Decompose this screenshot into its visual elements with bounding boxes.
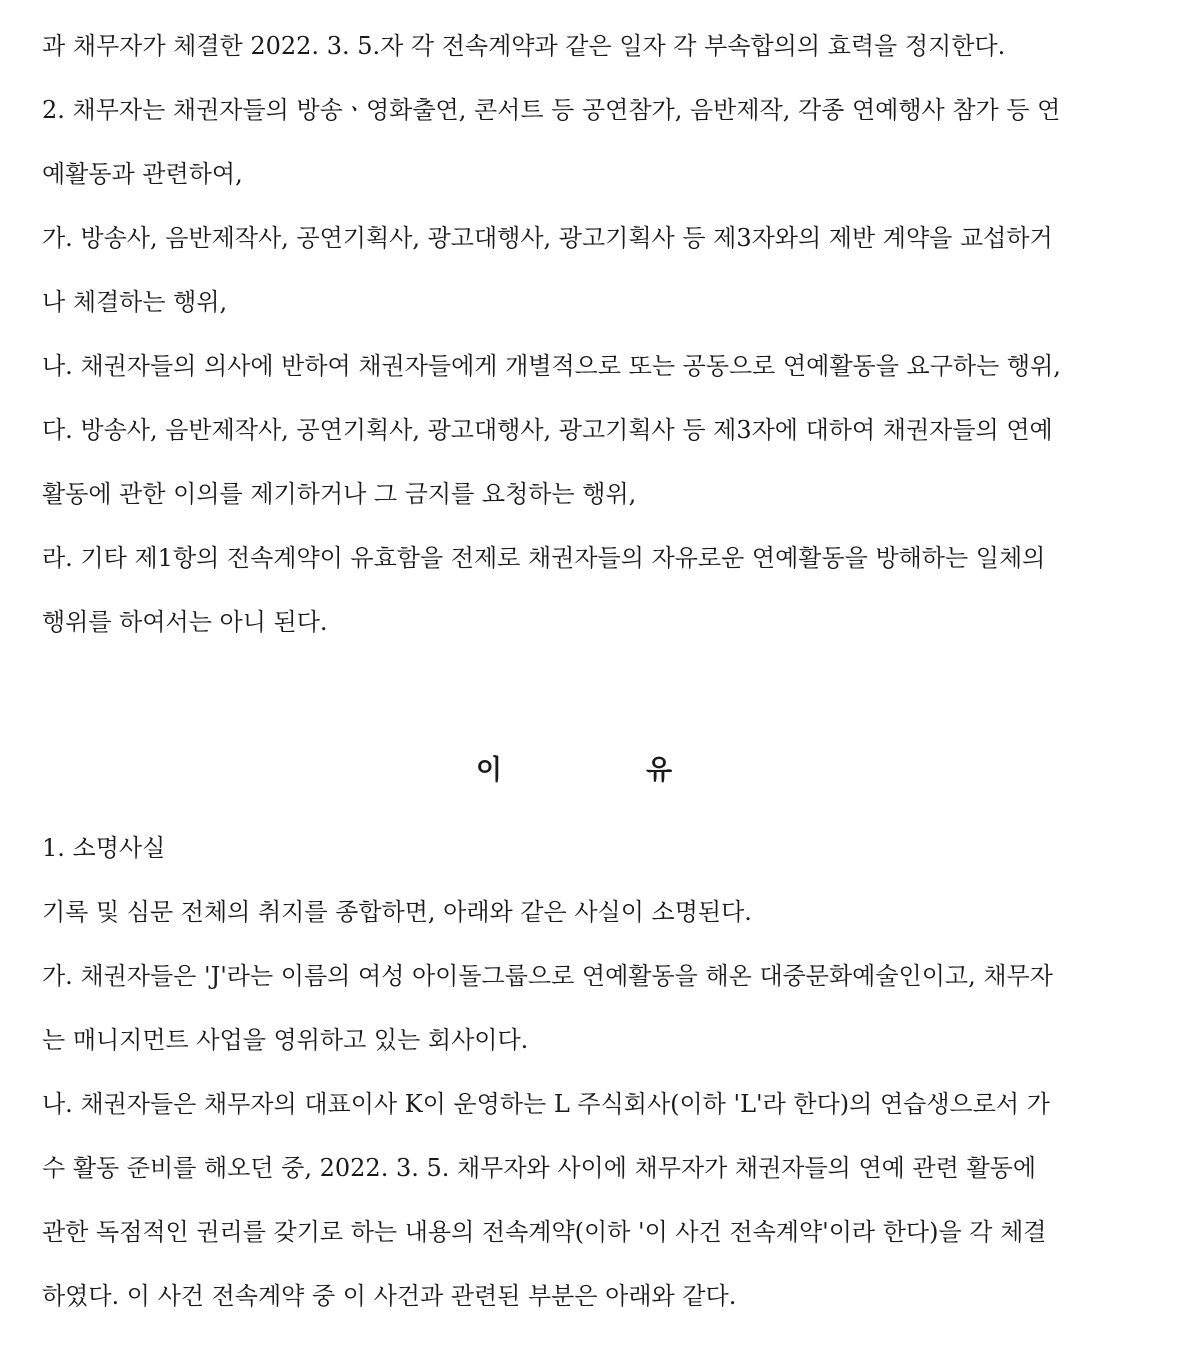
order-line-8: 활동에 관한 이의를 제기하거나 그 금지를 요청하는 행위, [42, 480, 637, 508]
section-heading-char-2: 유 [646, 755, 673, 786]
order-line-3: 예활동과 관련하여, [42, 160, 243, 188]
order-line-10: 행위를 하여서는 아니 된다. [42, 608, 328, 636]
order-line-9: 라. 기타 제1항의 전속계약이 유효함을 전제로 채권자들의 자유로운 연예활동을 방해하는 일체의 [42, 544, 1046, 572]
order-line-2: 2. 채무자는 채권자들의 방송ㆍ영화출연, 콘서트 등 공연참가, 음반제작, 각종 연예행사 참가 등 연 [42, 96, 1061, 124]
order-line-5: 나 체결하는 행위, [42, 288, 228, 316]
reason-line-1: 1. 소명사실 [42, 834, 166, 862]
order-line-4: 가. 방송사, 음반제작사, 공연기획사, 광고대행사, 광고기획사 등 제3자와의 제반 계약을 교섭하거 [42, 224, 1053, 252]
section-heading-char-1: 이 [476, 755, 503, 786]
reason-line-5: 나. 채권자들은 채무자의 대표이사 K이 운영하는 L 주식회사(이하 'L'라 한다)의 연습생으로서 가 [42, 1090, 1050, 1118]
order-line-6: 나. 채권자들의 의사에 반하여 채권자들에게 개별적으로 또는 공동으로 연예활동을 요구하는 행위, [42, 352, 1061, 380]
reason-line-4: 는 매니지먼트 사업을 영위하고 있는 회사이다. [42, 1026, 529, 1054]
order-line-7: 다. 방송사, 음반제작사, 공연기획사, 광고대행사, 광고기획사 등 제3자에 대하여 채권자들의 연예 [42, 416, 1053, 444]
reason-line-6: 수 활동 준비를 해오던 중, 2022. 3. 5. 채무자와 사이에 채무자가 채권자들의 연예 관련 활동에 [42, 1154, 1037, 1182]
reason-line-7: 관한 독점적인 권리를 갖기로 하는 내용의 전속계약(이하 '이 사건 전속계약'이라 한다)을 각 체결 [42, 1218, 1047, 1246]
reason-line-2: 기록 및 심문 전체의 취지를 종합하면, 아래와 같은 사실이 소명된다. [42, 898, 752, 926]
order-line-1: 과 채무자가 체결한 2022. 3. 5.자 각 전속계약과 같은 일자 각 부속합의의 효력을 정지한다. [42, 32, 1006, 60]
reason-line-3: 가. 채권자들은 'J'라는 이름의 여성 아이돌그룹으로 연예활동을 해온 대중문화예술인이고, 채무자 [42, 962, 1053, 990]
reason-line-8: 하였다. 이 사건 전속계약 중 이 사건과 관련된 부분은 아래와 같다. [42, 1282, 737, 1310]
section-heading [0, 748, 1179, 788]
